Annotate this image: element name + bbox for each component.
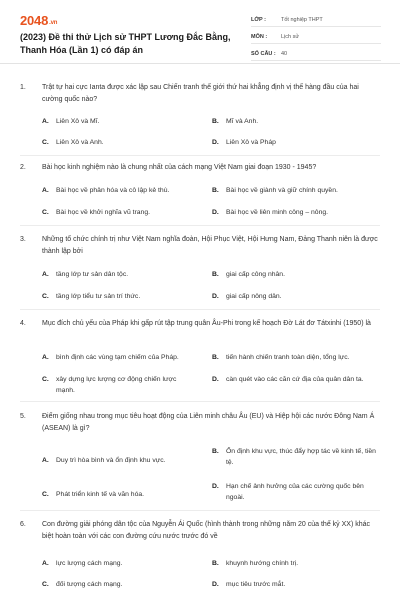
question-1-option-c[interactable] — [42, 137, 192, 148]
option-text: giai cấp nông dân. — [226, 293, 282, 300]
question-4-option-c[interactable] — [42, 374, 197, 396]
document-title: (2023) Đề thi thử Lịch sử THPT Lương Đắc Bằng, Thanh Hóa (Lần 1) có đáp án — [20, 32, 231, 55]
option-text: Bài học về khởi nghĩa vũ trang. — [56, 209, 151, 216]
option-letter: A. — [42, 118, 49, 125]
option-letter: A. — [42, 354, 49, 361]
question-1-option-b[interactable] — [212, 116, 372, 127]
question-number: 6. — [20, 521, 26, 528]
question-6-option-a[interactable] — [42, 558, 202, 569]
question-3-option-d[interactable] — [212, 291, 380, 302]
option-text: Liên Xô và Anh. — [56, 139, 104, 146]
question-3-option-b[interactable] — [212, 269, 380, 280]
logo-main: 2048 — [20, 13, 49, 28]
question-5-option-b[interactable] — [212, 446, 380, 468]
question-5-option-a[interactable] — [42, 455, 207, 466]
meta-label: SỐ CÂU : — [251, 51, 276, 57]
meta-label: MÔN : — [251, 34, 268, 40]
option-text: tầng lớp tiểu tư sản trí thức. — [56, 293, 141, 300]
question-text: Mục đích chủ yếu của Pháp khi gấp rút tập trung quân Âu-Phi trong kế hoạch Đờ Lát đơ Tátxinhi (1950) là — [42, 320, 371, 327]
document-meta — [251, 14, 381, 65]
question-4-option-b[interactable] — [212, 352, 380, 363]
option-letter: C. — [42, 209, 49, 216]
divider — [20, 401, 380, 402]
option-text: bình định các vùng tạm chiếm của Pháp. — [56, 354, 179, 361]
question-6-option-c[interactable] — [42, 579, 202, 590]
question-number: 3. — [20, 236, 26, 243]
question-1-option-d[interactable] — [212, 137, 372, 148]
question-number: 1. — [20, 84, 26, 91]
question-2-option-d[interactable] — [212, 207, 380, 218]
site-logo[interactable] — [20, 13, 57, 28]
meta-row-class — [251, 14, 381, 27]
option-text: xây dựng lực lượng cơ động chiến lược mạnh. — [56, 376, 177, 394]
option-text: tầng lớp tư sản dân tộc. — [56, 271, 129, 278]
option-letter: A. — [42, 271, 49, 278]
question-3-option-c[interactable] — [42, 291, 202, 302]
option-letter: D. — [212, 293, 219, 300]
question-2-option-b[interactable] — [212, 185, 380, 196]
option-letter: A. — [42, 187, 49, 194]
question-6-option-d[interactable] — [212, 579, 380, 590]
option-text: lực lượng cách mạng. — [56, 560, 123, 567]
meta-value: Tốt nghiệp THPT — [281, 17, 323, 23]
question-3-option-a[interactable] — [42, 269, 202, 280]
option-letter: D. — [212, 209, 219, 216]
divider — [20, 225, 380, 226]
question-5-option-c[interactable] — [42, 489, 207, 500]
divider — [20, 510, 380, 511]
question-6-option-b[interactable] — [212, 558, 380, 569]
option-letter: B. — [212, 118, 219, 125]
divider — [20, 309, 380, 310]
option-letter: C. — [42, 293, 49, 300]
question-1-option-a[interactable] — [42, 116, 192, 127]
question-text: Trật tự hai cực Ianta được xác lập sau Chiến tranh thế giới thứ hai khẳng định vị thế hàng đầu của hai cường quốc nào? — [42, 84, 359, 103]
option-letter: A. — [42, 457, 49, 464]
option-text: mục tiêu trước mắt. — [226, 581, 286, 588]
option-text: Bài học về giành và giữ chính quyền. — [226, 187, 338, 194]
meta-row-subject — [251, 31, 381, 44]
meta-row-count — [251, 48, 381, 61]
option-letter: C. — [42, 491, 49, 498]
question-text: Con đường giải phóng dân tộc của Nguyễn Ái Quốc (hình thành trong những năm 20 của thế kỷ XX) khác biệt hoàn toàn với các con đường cứu nước trước đó về — [42, 521, 371, 540]
option-letter: B. — [212, 187, 219, 194]
question-4-option-a[interactable] — [42, 352, 207, 363]
option-letter: C. — [42, 376, 49, 383]
option-letter: B. — [212, 448, 219, 455]
option-letter: D. — [212, 483, 219, 490]
option-letter: B. — [212, 271, 219, 278]
option-text: Hạn chế ảnh hưởng của các cường quốc bên ngoài. — [226, 483, 364, 501]
option-letter: D. — [212, 376, 219, 383]
option-text: Liên Xô và Mĩ. — [56, 118, 100, 125]
option-text: Bài học về phân hóa và cô lập kẻ thù. — [56, 187, 170, 194]
document-header — [0, 0, 400, 64]
question-5-option-d[interactable] — [212, 481, 377, 503]
option-text: Liên Xô và Pháp — [226, 139, 276, 146]
option-text: Duy trì hòa bình và ổn định khu vực. — [56, 457, 166, 464]
option-letter: C. — [42, 139, 49, 146]
option-letter: D. — [212, 139, 219, 146]
option-text: càn quét vào các căn cứ địa của quân dân ta. — [226, 376, 364, 383]
option-letter: D. — [212, 581, 219, 588]
question-4-option-d[interactable] — [212, 374, 377, 385]
option-text: Ổn định khu vực, thúc đẩy hợp tác về kinh tế, tiền tệ. — [226, 448, 376, 466]
question-number: 5. — [20, 413, 26, 420]
logo-suffix: .vn — [49, 20, 58, 26]
option-text: đối tượng cách mạng. — [56, 581, 123, 588]
divider — [20, 155, 380, 156]
option-text: giai cấp công nhân. — [226, 271, 285, 278]
question-text: Bài học kinh nghiệm nào là chung nhất của cách mạng Việt Nam giai đoạn 1930 - 1945? — [42, 164, 317, 171]
question-number: 2. — [20, 164, 26, 171]
option-text: tiến hành chiến tranh toàn diện, tổng lực. — [226, 354, 350, 361]
option-letter: B. — [212, 354, 219, 361]
option-text: khuynh hướng chính trị. — [226, 560, 299, 567]
question-text: Điểm giống nhau trong mục tiêu hoạt động của Liên minh châu Âu (EU) và Hiệp hội các nước Đông Nam Á (ASEAN) là gì? — [42, 413, 375, 432]
option-letter: C. — [42, 581, 49, 588]
meta-value: 40 — [281, 51, 288, 57]
option-text: Mĩ và Anh. — [226, 118, 259, 125]
question-number: 4. — [20, 320, 26, 327]
option-text: Bài học về liên minh công – nông. — [226, 209, 329, 216]
meta-label: LỚP : — [251, 17, 266, 23]
question-2-option-a[interactable] — [42, 185, 202, 196]
question-2-option-c[interactable] — [42, 207, 202, 218]
meta-value: Lịch sử — [281, 34, 300, 40]
option-letter: B. — [212, 560, 219, 567]
question-text: Những tổ chức chính trị như Việt Nam nghĩa đoàn, Hội Phục Việt, Hội Hưng Nam, Đảng Thanh niên là được thành lập bởi — [42, 236, 378, 255]
option-text: Phát triển kinh tế và văn hóa. — [56, 491, 145, 498]
option-letter: A. — [42, 560, 49, 567]
